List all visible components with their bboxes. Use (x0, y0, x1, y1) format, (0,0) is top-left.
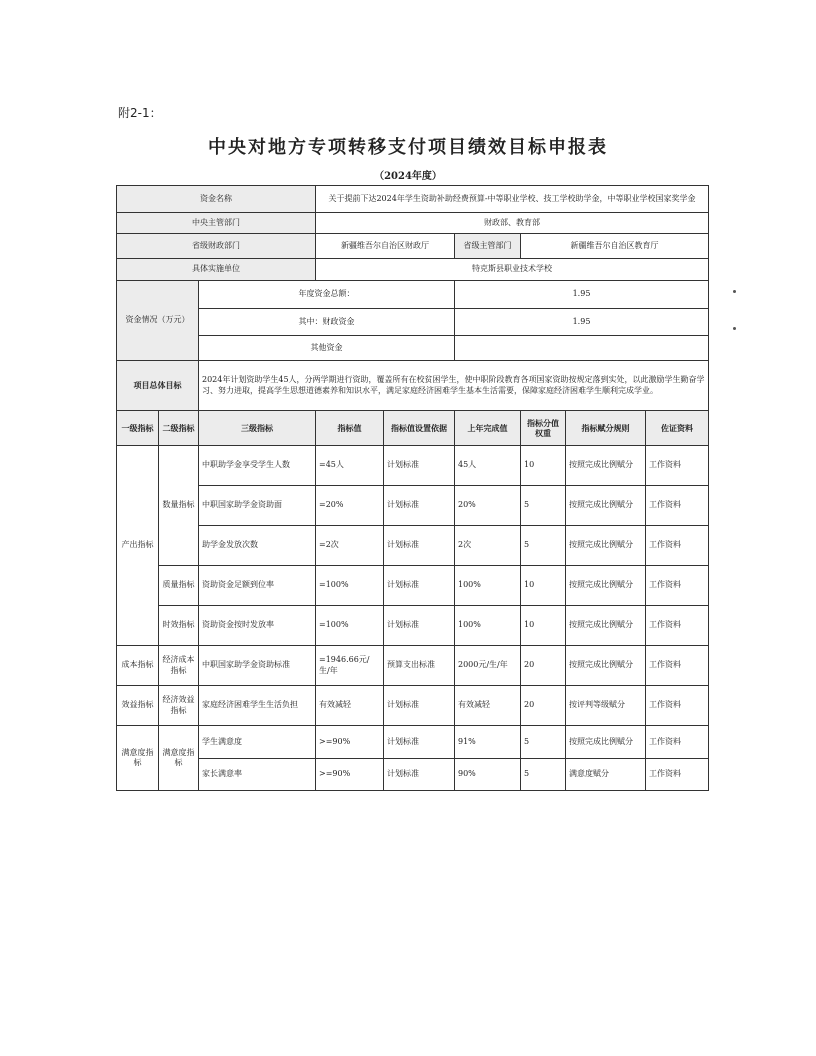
indicator-weight: 5 (521, 526, 566, 566)
indicator-evidence: 工作资料 (646, 686, 709, 726)
central-dept-value: 财政部、教育部 (316, 213, 709, 234)
unit-label: 具体实施单位 (117, 259, 316, 281)
table-row (117, 726, 709, 759)
central-dept-row (117, 213, 709, 234)
indicator-value: =1946.66元/生/年 (316, 646, 384, 686)
indicator-evidence: 工作资料 (646, 726, 709, 759)
group-econ-cost: 经济成本指标 (159, 646, 199, 686)
prov-dept-label: 省级主管部门 (455, 234, 521, 259)
central-dept-label: 中央主管部门 (117, 213, 316, 234)
fund-name-value: 关于提前下达2024年学生资助补助经费预算-中等职业学校、技工学校助学金，中等职业学校国家奖学金 (316, 186, 709, 213)
indicator-name: 中职助学金享受学生人数 (199, 446, 316, 486)
indicator-name: 家长满意率 (199, 759, 316, 791)
performance-table (116, 185, 709, 791)
indicator-name: 助学金发放次数 (199, 526, 316, 566)
group-satisfaction: 满意度指标 (117, 726, 159, 791)
indicator-weight: 10 (521, 566, 566, 606)
fund-other-label: 其他资金 (199, 336, 455, 361)
indicator-rule: 满意度赋分 (566, 759, 646, 791)
group-satisfaction-2: 满意度指标 (159, 726, 199, 791)
fund-fiscal-row (117, 309, 709, 336)
header-prev: 上年完成值 (455, 411, 521, 446)
indicator-weight: 5 (521, 486, 566, 526)
group-timeliness: 时效指标 (159, 606, 199, 646)
group-cost: 成本指标 (117, 646, 159, 686)
indicator-weight: 20 (521, 646, 566, 686)
indicator-weight: 5 (521, 759, 566, 791)
header-value: 指标值 (316, 411, 384, 446)
prov-dept-value: 新疆维吾尔自治区教育厅 (521, 234, 709, 259)
table-row (117, 486, 709, 526)
header-rule: 指标赋分规则 (566, 411, 646, 446)
fund-other-row (117, 336, 709, 361)
indicator-prev: 有效减轻 (455, 686, 521, 726)
indicator-name: 资助资金足额到位率 (199, 566, 316, 606)
header-level3: 三级指标 (199, 411, 316, 446)
indicator-rule: 按照完成比例赋分 (566, 646, 646, 686)
fund-name-row (117, 186, 709, 213)
indicator-name: 家庭经济困难学生生活负担 (199, 686, 316, 726)
indicator-evidence: 工作资料 (646, 566, 709, 606)
header-row (117, 411, 709, 446)
indicator-name: 中职国家助学金资助面 (199, 486, 316, 526)
indicator-evidence: 工作资料 (646, 446, 709, 486)
table-row (117, 526, 709, 566)
fund-total-value: 1.95 (455, 281, 709, 309)
indicator-value: =2次 (316, 526, 384, 566)
group-quality: 质量指标 (159, 566, 199, 606)
indicator-basis: 计划标准 (384, 566, 455, 606)
indicator-name: 中职国家助学金资助标准 (199, 646, 316, 686)
table-row (117, 646, 709, 686)
fund-fiscal-label: 其中：财政资金 (199, 309, 455, 336)
indicator-basis: 计划标准 (384, 526, 455, 566)
indicator-value: =100% (316, 606, 384, 646)
indicator-rule: 按照完成比例赋分 (566, 446, 646, 486)
fund-total-label: 年度资金总额： (199, 281, 455, 309)
indicator-rule: 按照完成比例赋分 (566, 726, 646, 759)
funds-label: 资金情况（万元） (117, 281, 199, 361)
table-row (117, 446, 709, 486)
fund-name-label: 资金名称 (117, 186, 316, 213)
table-row (117, 606, 709, 646)
indicator-prev: 2次 (455, 526, 521, 566)
indicator-rule: 按照完成比例赋分 (566, 566, 646, 606)
indicator-name: 资助资金按时发放率 (199, 606, 316, 646)
goal-row (117, 361, 709, 411)
indicator-prev: 100% (455, 566, 521, 606)
indicator-weight: 10 (521, 446, 566, 486)
table-row (117, 686, 709, 726)
header-evidence: 佐证资料 (646, 411, 709, 446)
fund-total-row (117, 281, 709, 309)
indicator-basis: 计划标准 (384, 486, 455, 526)
indicator-prev: 100% (455, 606, 521, 646)
fund-fiscal-value: 1.95 (455, 309, 709, 336)
province-row (117, 234, 709, 259)
header-level2: 二级指标 (159, 411, 199, 446)
annex-label: 附2-1： (118, 106, 162, 120)
group-benefit: 效益指标 (117, 686, 159, 726)
indicator-rule: 按照完成比例赋分 (566, 526, 646, 566)
scan-speck (733, 290, 736, 293)
goal-text: 2024年计划资助学生45人，分两学期进行资助，覆盖所有在校贫困学生，使中职阶段教育各项国家资助按规定落到实处，以此激励学生勤奋学习、努力进取，提高学生思想道德素养和知识水平，满足家庭经济困难学生基本生活需要，保障家庭经济困难学生顺利完成学业。 (199, 361, 709, 411)
indicator-evidence: 工作资料 (646, 646, 709, 686)
indicator-weight: 20 (521, 686, 566, 726)
fund-other-value (455, 336, 709, 361)
table-row (117, 566, 709, 606)
indicator-basis: 计划标准 (384, 606, 455, 646)
indicator-value: =45人 (316, 446, 384, 486)
header-basis: 指标值设置依据 (384, 411, 455, 446)
indicator-basis: 计划标准 (384, 726, 455, 759)
group-quantity: 数量指标 (159, 446, 199, 566)
indicator-evidence: 工作资料 (646, 486, 709, 526)
indicator-value: >=90% (316, 759, 384, 791)
goal-label: 项目总体目标 (117, 361, 199, 411)
indicator-basis: 计划标准 (384, 759, 455, 791)
indicator-value: >=90% (316, 726, 384, 759)
indicator-prev: 2000元/生/年 (455, 646, 521, 686)
indicator-name: 学生满意度 (199, 726, 316, 759)
group-econ-benefit: 经济效益指标 (159, 686, 199, 726)
header-weight: 指标分值权重 (521, 411, 566, 446)
page-title: 中央对地方专项转移支付项目绩效目标申报表 (208, 137, 608, 158)
indicator-value: 有效减轻 (316, 686, 384, 726)
indicator-prev: 45人 (455, 446, 521, 486)
indicator-weight: 5 (521, 726, 566, 759)
year-label: （2024年度） (374, 171, 442, 182)
indicator-value: =20% (316, 486, 384, 526)
indicator-evidence: 工作资料 (646, 526, 709, 566)
indicator-value: =100% (316, 566, 384, 606)
indicator-prev: 20% (455, 486, 521, 526)
indicator-basis: 计划标准 (384, 446, 455, 486)
indicator-rule: 按评判等级赋分 (566, 686, 646, 726)
indicator-basis: 计划标准 (384, 686, 455, 726)
indicator-basis: 预算支出标准 (384, 646, 455, 686)
indicator-rule: 按照完成比例赋分 (566, 486, 646, 526)
unit-value: 特克斯县职业技术学校 (316, 259, 709, 281)
prov-finance-value: 新疆维吾尔自治区财政厅 (316, 234, 455, 259)
header-level1: 一级指标 (117, 411, 159, 446)
indicator-prev: 90% (455, 759, 521, 791)
indicator-evidence: 工作资料 (646, 759, 709, 791)
indicator-prev: 91% (455, 726, 521, 759)
prov-finance-label: 省级财政部门 (117, 234, 316, 259)
unit-row (117, 259, 709, 281)
indicator-evidence: 工作资料 (646, 606, 709, 646)
group-output: 产出指标 (117, 446, 159, 646)
indicator-weight: 10 (521, 606, 566, 646)
table-row (117, 759, 709, 791)
indicator-rule: 按照完成比例赋分 (566, 606, 646, 646)
scan-speck (733, 327, 736, 330)
